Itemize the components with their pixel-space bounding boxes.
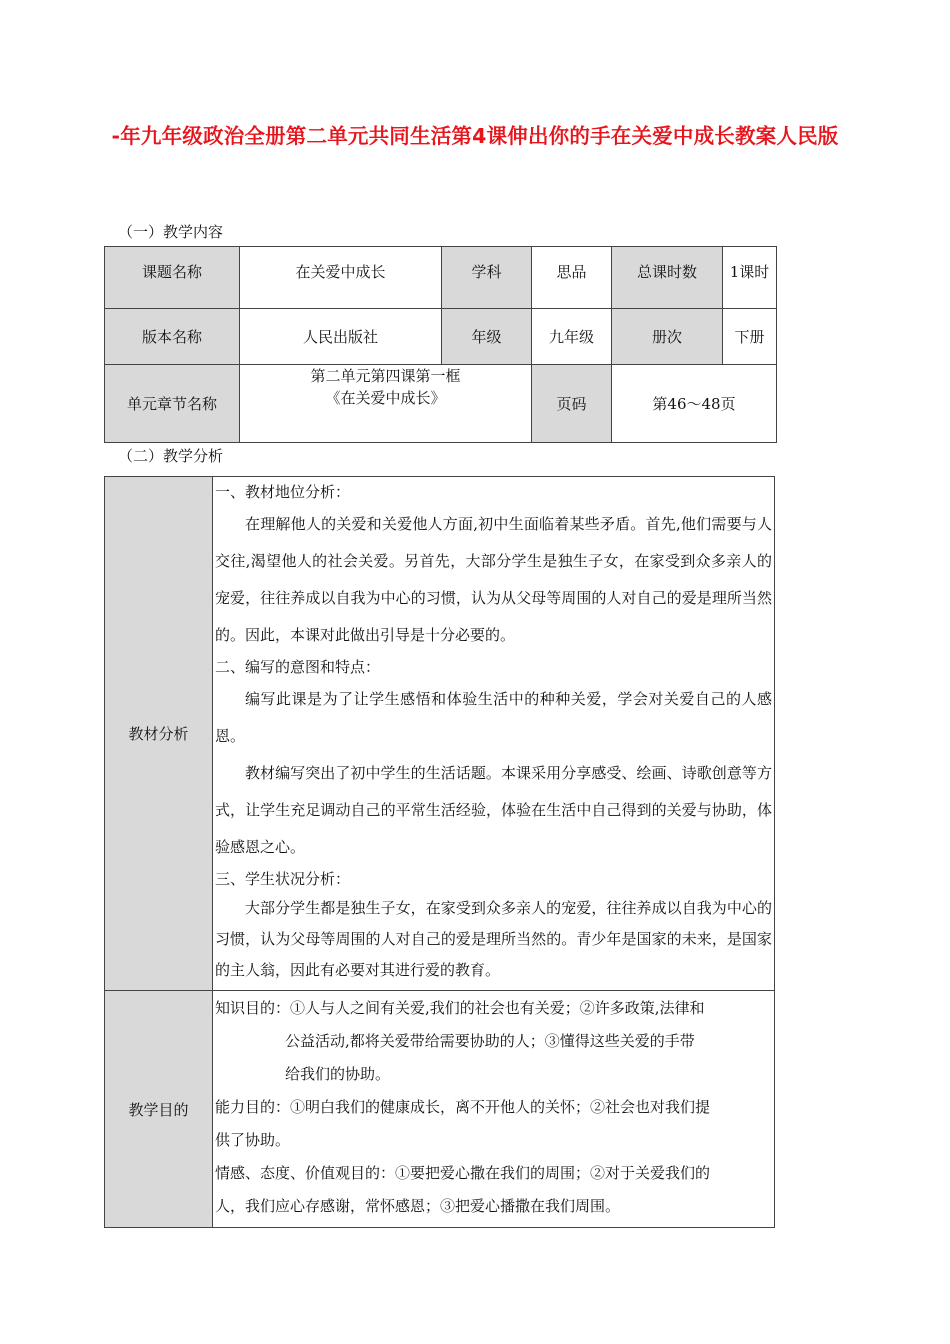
- volume-label: 册次: [612, 309, 723, 365]
- hours-label: 总课时数: [612, 247, 723, 309]
- ability-objective-line-2: 供了协助。: [215, 1131, 291, 1149]
- subject-label: 学科: [442, 247, 532, 309]
- emotion-objective-line-1: 情感、态度、价值观目的：①要把爱心撒在我们的周围；②对于关爱我们的: [215, 1164, 711, 1182]
- document-title: -年九年级政治全册第二单元共同生活第4课伸出你的手在关爱中成长教案人民版: [111, 124, 839, 148]
- analysis-paragraph-4: 大部分学生都是独生子女，在家受到众多亲人的宠爱，往往养成以自我为中心的习惯，认为父母等周围的人对自己的爱是理所当然的。青少年是国家的未来，是国家的主人翁，因此有必要对其进行爱的教育。: [215, 899, 772, 979]
- analysis-heading-2: 二、编写的意图和特点：: [215, 658, 381, 676]
- section-heading-content: （一）教学内容: [118, 223, 224, 241]
- emotion-objective-line-2: 人，我们应心存感谢，常怀感恩；③把爱心播撒在我们周围。: [215, 1197, 621, 1215]
- course-name-value: 在关爱中成长: [240, 247, 442, 309]
- edition-value: 人民出版社: [240, 309, 442, 365]
- objectives-content: [213, 991, 775, 1228]
- chapter-label: 单元章节名称: [105, 365, 240, 443]
- page-value: 第46～48页: [612, 365, 777, 443]
- analysis-table: [104, 476, 775, 1228]
- analysis-paragraph-1: 在理解他人的关爱和关爱他人方面,初中生面临着某些矛盾。首先,他们需要与人交往,渴望他人的社会关爱。另首先，大部分学生是独生子女，在家受到众多亲人的宠爱，往往养成以自我为中心的习惯，认为从父母等周围的人对自己的爱是理所当然的。因此，本课对此做出引导是十分必要的。: [215, 515, 772, 644]
- edition-label: 版本名称: [105, 309, 240, 365]
- objectives-label: 教学目的: [105, 991, 213, 1228]
- grade-label: 年级: [442, 309, 532, 365]
- analysis-heading-1: 一、教材地位分析：: [215, 483, 351, 501]
- subject-value: 思品: [532, 247, 612, 309]
- grade-value: 九年级: [532, 309, 612, 365]
- ability-objective-line-1: 能力目的：①明白我们的健康成长，离不开他人的关怀；②社会也对我们提: [215, 1098, 711, 1116]
- analysis-paragraph-2: 编写此课是为了让学生感悟和体验生活中的种种关爱，学会对关爱自己的人感恩。: [215, 690, 772, 745]
- volume-value: 下册: [723, 309, 777, 365]
- knowledge-objective-line-1: 知识目的：①人与人之间有关爱,我们的社会也有关爱；②许多政策,法律和: [215, 999, 705, 1017]
- analysis-paragraph-3: 教材编写突出了初中学生的生活话题。本课采用分享感受、绘画、诗歌创意等方式，让学生充足调动自己的平常生活经验，体验在生活中自己得到的关爱与协助，体验感恩之心。: [215, 764, 772, 856]
- chapter-line-2: 《在关爱中成长》: [325, 389, 446, 407]
- lesson-info-table: [104, 246, 777, 443]
- course-name-label: 课题名称: [105, 247, 240, 309]
- analysis-label: 教材分析: [105, 477, 213, 991]
- analysis-heading-3: 三、学生状况分析：: [215, 870, 351, 888]
- chapter-line-1: 第二单元第四课第一框: [310, 367, 461, 385]
- analysis-content: [213, 477, 775, 991]
- hours-value: 1课时: [723, 247, 777, 309]
- chapter-value: [240, 365, 532, 443]
- knowledge-objective-line-2: 公益活动,都将关爱带给需要协助的人；③懂得这些关爱的手带: [285, 1032, 695, 1050]
- page-label: 页码: [532, 365, 612, 443]
- section-heading-analysis: （二）教学分析: [118, 447, 224, 465]
- knowledge-objective-line-3: 给我们的协助。: [285, 1065, 391, 1083]
